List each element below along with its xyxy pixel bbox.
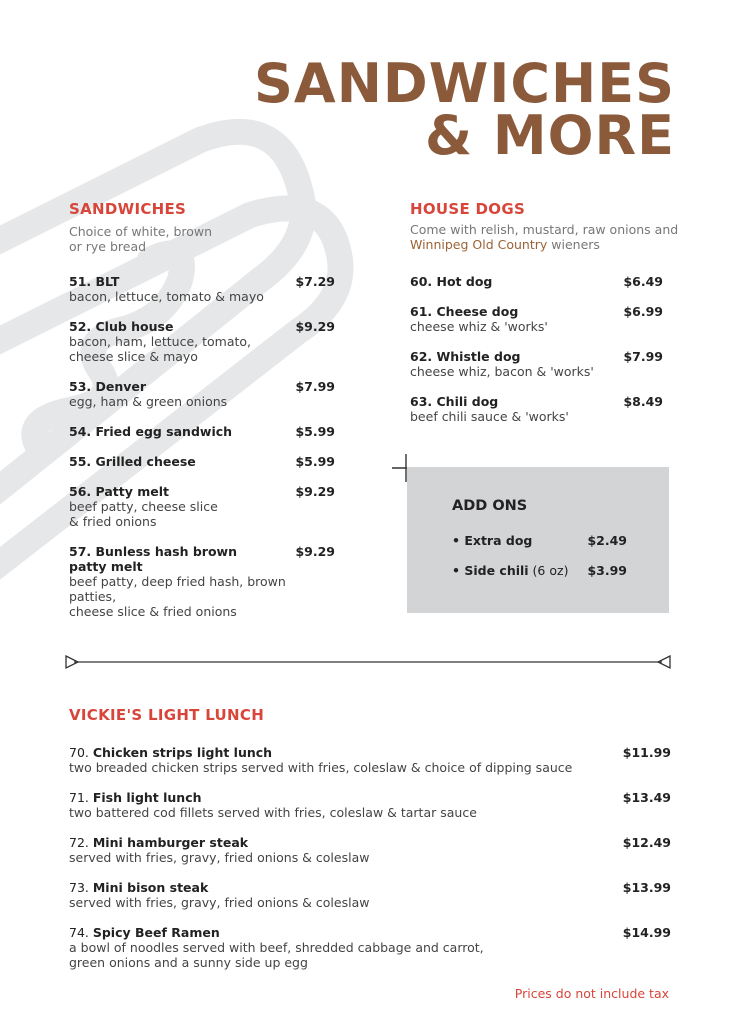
item-name: 54. Fried egg sandwich [69, 424, 233, 439]
item-name: Mini hamburger steak [92, 835, 249, 850]
item-description: two battered cod fillets served with fries, coleslaw & tartar sauce [69, 805, 477, 820]
item-price: $5.99 [295, 454, 335, 469]
item-price: $13.99 [622, 880, 671, 895]
item-description: served with fries, gravy, fried onions & coleslaw [69, 895, 370, 910]
menu-item [410, 274, 663, 289]
item-description: & fried onions [69, 514, 157, 529]
menu-item [410, 304, 663, 334]
item-name: 56. Patty melt [69, 484, 169, 499]
item-price: $9.29 [295, 319, 335, 334]
menu-item [69, 274, 335, 304]
menu-item [69, 379, 335, 409]
item-description: beef patty, deep fried hash, brown patties, [69, 574, 286, 604]
brand-name: Winnipeg Old Country [410, 237, 548, 252]
add-on-item [452, 563, 627, 578]
item-number: 70. [69, 745, 93, 760]
item-name: Spicy Beef Ramen [92, 925, 220, 940]
page-title: SANDWICHES & MORE [254, 52, 675, 167]
item-description: cheese whiz & 'works' [410, 319, 548, 334]
menu-item [69, 454, 335, 469]
item-description: egg, ham & green onions [69, 394, 228, 409]
item-price: $9.29 [295, 544, 335, 559]
item-name: 51. BLT [69, 274, 120, 289]
item-number: 72. [69, 835, 93, 850]
item-name: 55. Grilled cheese [69, 454, 196, 469]
tax-note: Prices do not include tax [514, 986, 669, 1001]
item-price: $6.99 [623, 304, 663, 319]
item-description: green onions and a sunny side up egg [69, 955, 308, 970]
add-on-price: $2.49 [587, 533, 627, 548]
item-description: served with fries, gravy, fried onions & coleslaw [69, 850, 370, 865]
item-name: 62. Whistle dog [410, 349, 521, 364]
item-name-line [69, 745, 671, 760]
item-description: bacon, lettuce, tomato & mayo [69, 289, 264, 304]
item-description: two breaded chicken strips served with fries, coleslaw & choice of dipping sauce [69, 760, 573, 775]
item-description: cheese slice & fried onions [69, 604, 237, 619]
item-description: bacon, ham, lettuce, tomato, [69, 334, 251, 349]
menu-item [69, 745, 671, 775]
menu-item [69, 790, 671, 820]
item-description: cheese whiz, bacon & 'works' [410, 364, 594, 379]
item-name: Chicken strips light lunch [92, 745, 273, 760]
add-ons-box [407, 467, 669, 613]
add-on-price: $3.99 [587, 563, 627, 578]
item-name: Mini bison steak [92, 880, 209, 895]
add-on-name: • Side chili [452, 563, 529, 578]
item-number: 74. [69, 925, 93, 940]
item-name: 60. Hot dog [410, 274, 493, 289]
menu-item [69, 544, 335, 619]
menu-item [69, 319, 335, 364]
item-description: beef patty, cheese slice [69, 499, 218, 514]
item-name: 57. Bunless hash brown [69, 544, 237, 559]
item-price: $7.29 [295, 274, 335, 289]
item-price: $12.49 [622, 835, 671, 850]
item-number: 73. [69, 880, 93, 895]
house-dogs-subtitle: Come with relish, mustard, raw onions and Winnipeg Old Country wieners [410, 222, 679, 252]
item-name-line [69, 835, 671, 850]
house-dogs-heading: HOUSE DOGS [410, 200, 526, 218]
item-description: cheese slice & mayo [69, 349, 198, 364]
item-price: $8.49 [623, 394, 663, 409]
item-description: beef chili sauce & 'works' [410, 409, 569, 424]
item-price: $7.99 [623, 349, 663, 364]
item-name-line [69, 790, 671, 805]
menu-item [410, 349, 663, 379]
item-price: $9.29 [295, 484, 335, 499]
item-price: $11.99 [622, 745, 671, 760]
menu-item [69, 424, 335, 439]
item-name: 63. Chili dog [410, 394, 499, 409]
section-divider [64, 654, 672, 670]
menu-item [69, 484, 335, 529]
item-name: 61. Cheese dog [410, 304, 519, 319]
item-name: 53. Denver [69, 379, 147, 394]
item-name: 52. Club house [69, 319, 174, 334]
light-lunch-heading: VICKIE'S LIGHT LUNCH [69, 706, 265, 724]
item-number: 71. [69, 790, 93, 805]
add-on-detail: (6 oz) [528, 563, 569, 578]
item-price: $7.99 [295, 379, 335, 394]
menu-item [410, 394, 663, 424]
item-price: $6.49 [623, 274, 663, 289]
add-on-item [452, 533, 627, 548]
sandwiches-heading: SANDWICHES [69, 200, 187, 218]
sandwiches-subtitle: Choice of white, brown or rye bread [69, 224, 213, 254]
item-name-line [69, 925, 671, 940]
menu-item [69, 880, 671, 910]
item-description: a bowl of noodles served with beef, shredded cabbage and carrot, [69, 940, 484, 955]
item-name: Fish light lunch [92, 790, 202, 805]
item-price: $14.99 [622, 925, 671, 940]
add-on-name: • Extra dog [452, 533, 533, 548]
menu-item [69, 835, 671, 865]
add-ons-heading: ADD ONS [452, 498, 528, 514]
item-price: $5.99 [295, 424, 335, 439]
item-name: patty melt [69, 559, 143, 574]
item-price: $13.49 [622, 790, 671, 805]
menu-item [69, 925, 671, 970]
item-name-line [69, 880, 671, 895]
